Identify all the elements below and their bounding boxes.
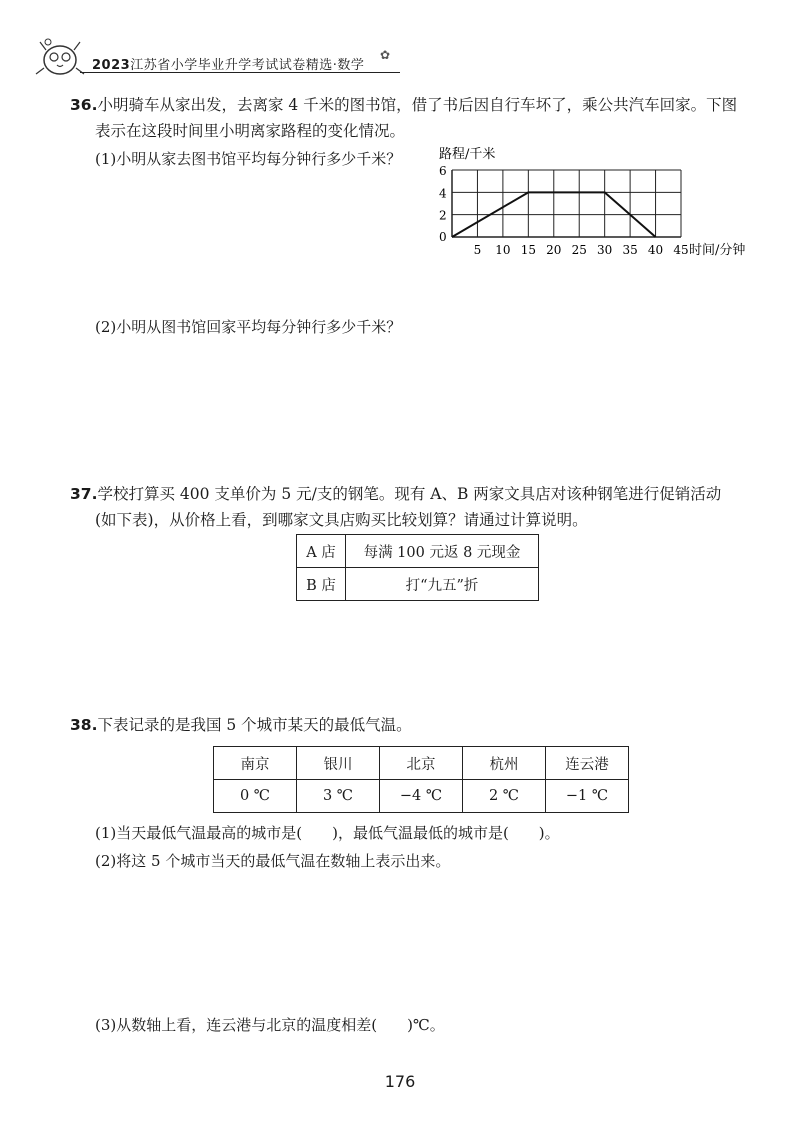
city-cell: 北京: [380, 747, 463, 780]
decorative-sprout-icon: ✿: [380, 48, 391, 62]
question-38-sub1: (1)当天最低气温最高的城市是( )，最低气温最低的城市是( )。: [95, 824, 560, 842]
chart-grid: [452, 170, 681, 237]
question-38: [70, 712, 770, 738]
owl-logo-icon: [30, 34, 88, 84]
header-year: 2023: [92, 58, 131, 73]
chart-xlabel: 时间/分钟: [689, 243, 746, 258]
question-37-text-line1: 学校打算买 400 支单价为 5 元/支的钢笔。现有 A、B 两家文具店对该种钢笔进行促销活动: [97, 485, 722, 503]
question-36-text-line2: 表示在这段时间里小明离家路程的变化情况。: [95, 122, 406, 140]
table-cell-store: B 店: [297, 568, 346, 601]
x-tick-label: 35: [622, 243, 638, 257]
page-header: [30, 34, 450, 84]
chart-ylabel: 路程/千米: [439, 147, 496, 162]
x-tick-label: 25: [571, 243, 587, 257]
table-row: [297, 535, 539, 568]
table-cell-offer: 每满 100 元返 8 元现金: [346, 535, 539, 568]
header-rule: [80, 72, 400, 73]
y-tick-label: 4: [439, 186, 447, 201]
question-38-sub3: (3)从数轴上看，连云港与北京的温度相差( )℃。: [95, 1016, 445, 1034]
question-37: [70, 481, 780, 533]
y-tick-label: 6: [439, 164, 447, 178]
table-cell-offer: 打“九五”折: [346, 568, 539, 601]
temp-cell: 3 ℃: [297, 780, 380, 813]
question-36-sub1: (1)小明从家去图书馆平均每分钟行多少千米？: [95, 150, 402, 168]
temp-cell: 2 ℃: [463, 780, 546, 813]
question-36-number: 36.: [70, 96, 98, 114]
city-cell: 连云港: [546, 747, 629, 780]
question-36-sub2: (2)小明从图书馆回家平均每分钟行多少千米？: [95, 318, 402, 336]
question-36-text-line1: 小明骑车从家出发，去离家 4 千米的图书馆，借了书后因自行车坏了，乘公共汽车回家。下图: [97, 96, 738, 114]
table-cell-store: A 店: [297, 535, 346, 568]
question-38-number: 38.: [70, 716, 98, 734]
distance-time-chart: [425, 143, 755, 258]
chart-y-ticks: [439, 164, 447, 223]
x-tick-label: 5: [473, 243, 482, 257]
header-title: [92, 54, 364, 73]
question-38-sub2: (2)将这 5 个城市当天的最低气温在数轴上表示出来。: [95, 852, 451, 870]
temperature-table: [213, 746, 629, 813]
x-tick-label: 10: [495, 243, 511, 257]
x-tick-label: 20: [546, 243, 562, 257]
table-row: [214, 747, 629, 780]
x-tick-label: 30: [597, 243, 613, 257]
question-36: [70, 92, 770, 144]
temp-cell: 0 ℃: [214, 780, 297, 813]
x-tick-label: 45: [673, 243, 689, 257]
city-cell: 银川: [297, 747, 380, 780]
temp-cell: −4 ℃: [380, 780, 463, 813]
chart-origin-label: 0: [439, 230, 447, 244]
x-tick-label: 15: [520, 243, 536, 257]
x-tick-label: 40: [647, 243, 664, 257]
temp-cell: −1 ℃: [546, 780, 629, 813]
question-37-text-line2: (如下表)，从价格上看，到哪家文具店购买比较划算？请通过计算说明。: [95, 511, 588, 529]
promotion-table: [296, 534, 539, 601]
page-number: 176: [384, 1072, 416, 1091]
chart-x-ticks: [474, 243, 689, 257]
header-title-text: 江苏省小学毕业升学考试试卷精选·数学: [130, 58, 365, 73]
city-cell: 南京: [214, 747, 297, 780]
table-row: [214, 780, 629, 813]
city-cell: 杭州: [463, 747, 546, 780]
question-38-text: 下表记录的是我国 5 个城市某天的最低气温。: [97, 716, 412, 734]
table-row: [297, 568, 539, 601]
question-37-number: 37.: [70, 485, 98, 503]
y-tick-label: 2: [439, 208, 447, 223]
